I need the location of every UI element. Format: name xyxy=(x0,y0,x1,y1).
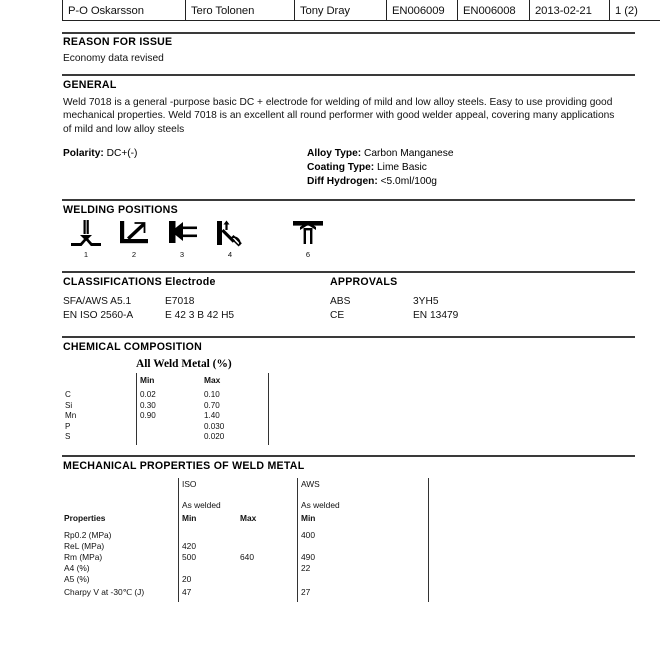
welding-position-6-number: 6 xyxy=(305,250,311,259)
header-value-qualified-by: Tero Tolonen xyxy=(186,3,295,21)
mechanical-row-label-1: ReL (MPa) xyxy=(64,541,105,551)
mechanical-iso-label: ISO xyxy=(182,479,197,489)
mechanical-iso-max-header: Max xyxy=(240,513,257,523)
welding-position-1 xyxy=(63,219,109,259)
heading-mechanical-properties: MECHANICAL PROPERTIES OF WELD METAL xyxy=(63,459,305,472)
welding-position-3 xyxy=(159,219,205,259)
mechanical-row-label-3: A4 (%) xyxy=(64,563,90,573)
approval-body-1: CE xyxy=(330,310,345,321)
polarity-row xyxy=(63,148,137,159)
heading-reason-for-issue: REASON FOR ISSUE xyxy=(63,36,173,48)
mechanical-row-label-0: Rp0.2 (MPa) xyxy=(64,530,112,540)
chemical-element-2: Mn xyxy=(65,411,77,421)
diff-hydrogen-value: <5.0ml/100g xyxy=(380,176,437,187)
mechanical-iso-max-3 xyxy=(240,563,254,574)
welding-positions-list xyxy=(63,219,383,265)
document-header-table xyxy=(62,0,660,21)
header-value-reg-date: 2013-02-21 xyxy=(530,3,610,21)
position-vertical-up-icon xyxy=(210,219,250,249)
approval-grade-1: EN 13479 xyxy=(413,310,459,321)
chemical-max-2: 1.40 xyxy=(204,411,220,421)
rule-above-reason-for-issue xyxy=(62,32,635,34)
classification-standard-1: EN ISO 2560-A xyxy=(63,310,134,321)
mechanical-iso-min-4: 20 xyxy=(182,574,192,584)
mechanical-aws-as-welded: As welded xyxy=(301,500,340,510)
chemical-min-0: 0.02 xyxy=(140,390,156,399)
heading-general: GENERAL xyxy=(63,79,117,91)
mechanical-aws-min-1 xyxy=(301,541,315,552)
chemical-element-1: Si xyxy=(65,400,73,410)
mechanical-aws-min-3: 22 xyxy=(301,563,311,573)
mechanical-aws-label: AWS xyxy=(301,479,320,489)
mechanical-row-label-2: Rm (MPa) xyxy=(64,552,103,562)
position-horizontal-groove-icon xyxy=(162,219,202,249)
polarity-label: Polarity: xyxy=(63,148,104,159)
chemical-element-3: P xyxy=(65,421,71,431)
mechanical-iso-max-values xyxy=(240,530,254,585)
mechanical-aws-min-values xyxy=(301,530,315,585)
rule-above-general xyxy=(62,74,635,76)
chemical-min-4 xyxy=(140,432,156,443)
coating-type-label: Coating Type: xyxy=(307,162,375,173)
diff-hydrogen-label: Diff Hydrogen: xyxy=(307,176,378,187)
heading-classifications xyxy=(63,276,216,288)
welding-position-1-number: 1 xyxy=(83,250,89,259)
chemical-max-0: 0.10 xyxy=(204,390,220,399)
classification-designation-0: E7018 xyxy=(165,296,195,307)
mechanical-rule-aws xyxy=(297,478,298,602)
chemical-max-3: 0.030 xyxy=(204,421,225,431)
mechanical-iso-min-1: 420 xyxy=(182,541,196,551)
coating-type-row xyxy=(307,162,427,173)
heading-chemical-composition: CHEMICAL COMPOSITION xyxy=(63,340,202,353)
welding-position-4 xyxy=(207,219,253,259)
position-horizontal-fillet-icon xyxy=(114,219,154,249)
mechanical-row-labels xyxy=(64,530,111,585)
chemical-table-right-rule xyxy=(268,373,269,445)
rule-above-mechanical-properties xyxy=(62,455,635,457)
position-flat-groove-icon xyxy=(66,219,106,249)
classification-designation-1: E 42 3 B 42 H5 xyxy=(165,310,235,321)
reason-for-issue-text: Economy data revised xyxy=(63,53,164,64)
chemical-max-values xyxy=(204,390,224,443)
header-value-row xyxy=(63,3,660,21)
alloy-type-label: Alloy Type: xyxy=(307,148,362,159)
mechanical-iso-max-4 xyxy=(240,574,254,585)
header-value-reg-no: EN006009 xyxy=(387,3,458,21)
chemical-min-2: 0.90 xyxy=(140,411,156,421)
rule-above-welding-positions xyxy=(62,199,635,201)
chemical-element-0: C xyxy=(65,390,71,399)
position-overhead-fillet-icon xyxy=(288,219,328,249)
mechanical-rule-right xyxy=(428,478,429,602)
header-value-page: 1 (2) xyxy=(610,3,660,21)
rule-above-classifications xyxy=(62,271,635,273)
header-value-canceling: EN006008 xyxy=(458,3,530,21)
mechanical-iso-max-2: 640 xyxy=(240,552,254,562)
polarity-value: DC+(-) xyxy=(106,148,138,159)
mechanical-rule-iso xyxy=(178,478,179,602)
chemical-max-4: 0.020 xyxy=(204,432,225,442)
classification-standard-0: SFA/AWS A5.1 xyxy=(63,296,132,307)
mechanical-iso-max-1 xyxy=(240,541,254,552)
classifications-subheading: Electrode xyxy=(165,275,216,288)
welding-position-2 xyxy=(111,219,157,259)
chemical-min-3 xyxy=(140,422,156,433)
chemical-element-labels xyxy=(65,390,76,443)
header-value-approved-by: Tony Dray xyxy=(295,3,387,21)
chemical-table-title: All Weld Metal (%) xyxy=(136,358,232,370)
mechanical-aws-min-4 xyxy=(301,574,315,585)
heading-welding-positions: WELDING POSITIONS xyxy=(63,203,178,216)
mechanical-aws-min-0: 400 xyxy=(301,530,315,540)
chemical-max-1: 0.70 xyxy=(204,400,220,410)
mechanical-iso-min-0 xyxy=(182,530,196,541)
chemical-min-1: 0.30 xyxy=(140,400,156,410)
mechanical-iso-min-2: 500 xyxy=(182,552,196,562)
chemical-col-min-header: Min xyxy=(140,375,155,385)
approval-grade-0: 3YH5 xyxy=(413,296,439,307)
mechanical-iso-min-header: Min xyxy=(182,513,197,523)
mechanical-iso-min-3 xyxy=(182,563,196,574)
mechanical-aws-min-header: Min xyxy=(301,513,316,523)
mechanical-row-label-4: A5 (%) xyxy=(64,574,90,584)
mechanical-properties-col-header: Properties xyxy=(64,513,106,523)
mechanical-aws-min-2: 490 xyxy=(301,552,315,562)
welding-position-4-number: 4 xyxy=(227,250,233,259)
mechanical-charpy-label: Charpy V at -30℃ (J) xyxy=(64,587,145,597)
classifications-heading-text: CLASSIFICATIONS xyxy=(63,275,162,288)
rule-above-chemical-composition xyxy=(62,336,635,338)
alloy-type-row xyxy=(307,148,453,159)
mechanical-charpy-aws: 27 xyxy=(301,587,311,597)
diff-hydrogen-row xyxy=(307,176,437,187)
general-text: Weld 7018 is a general -purpose basic DC + electrode for welding of mild and low alloy steels. Easy to use providing good mechanical properties. Weld 7018 is an excellent all round performer with good welder appeal, covering many applications of mild and low alloy steels xyxy=(63,97,615,135)
alloy-type-value: Carbon Manganese xyxy=(364,148,454,159)
welding-position-6 xyxy=(285,219,331,259)
mechanical-iso-min-values xyxy=(182,530,196,585)
coating-type-value: Lime Basic xyxy=(377,162,427,173)
mechanical-charpy-iso: 47 xyxy=(182,587,192,597)
welding-position-2-number: 2 xyxy=(131,250,137,259)
welding-position-3-number: 3 xyxy=(179,250,185,259)
chemical-min-values xyxy=(140,390,156,443)
chemical-table-left-rule xyxy=(136,373,137,445)
heading-approvals: APPROVALS xyxy=(330,275,398,288)
chemical-col-max-header: Max xyxy=(204,375,221,385)
mechanical-iso-max-0 xyxy=(240,530,254,541)
approval-body-0: ABS xyxy=(330,296,351,307)
mechanical-iso-as-welded: As welded xyxy=(182,500,221,510)
chemical-element-4: S xyxy=(65,432,71,442)
header-value-prepared-by: P-O Oskarsson xyxy=(63,3,186,21)
